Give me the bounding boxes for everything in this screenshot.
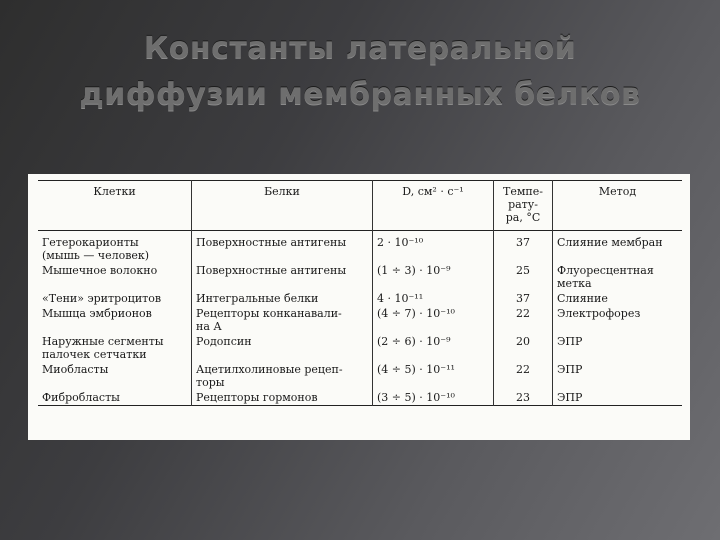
- cell-cells: Фибробласты: [42, 391, 120, 404]
- cell-temperature: 25: [494, 263, 553, 291]
- header-temperature: Темпе- рату- ра, °C: [494, 181, 553, 231]
- cell-temperature: 20: [494, 334, 553, 362]
- table-row: [38, 362, 682, 390]
- cell-d: (3 ÷ 5) · 10⁻¹⁰: [373, 390, 494, 406]
- cell-protein: Рецепторы гормонов: [192, 390, 373, 406]
- cell-method: Слияние мембран: [553, 231, 683, 264]
- header-method: Метод: [553, 181, 683, 231]
- slide-title-line-2: диффузии мембранных белков: [79, 77, 641, 112]
- cell-temperature: 37: [494, 291, 553, 306]
- cell-method: Слияние: [553, 291, 683, 306]
- cell-cells: Наружные сегменты палочек сетчатки: [42, 335, 164, 361]
- cell-d: 4 · 10⁻¹¹: [373, 291, 494, 306]
- table-row: [38, 263, 682, 291]
- cell-d: 2 · 10⁻¹⁰: [373, 231, 494, 264]
- table-row: [38, 306, 682, 334]
- cell-d: (1 ÷ 3) · 10⁻⁹: [373, 263, 494, 291]
- table-image: [28, 174, 690, 440]
- header-proteins: Белки: [192, 181, 373, 231]
- table-row: [38, 390, 682, 406]
- header-diffusion-coefficient: D, см² · с⁻¹: [373, 181, 494, 231]
- cell-cells: Гетерокарионты (мышь — человек): [42, 236, 150, 262]
- cell-temperature: 22: [494, 306, 553, 334]
- diffusion-constants-table: [38, 180, 682, 406]
- cell-method: Флуоресцентная метка: [553, 263, 683, 291]
- cell-cells: «Тени» эритроцитов: [42, 292, 162, 305]
- table-row: [38, 231, 682, 264]
- cell-method: ЭПР: [553, 334, 683, 362]
- cell-temperature: 23: [494, 390, 553, 406]
- cell-d: (4 ÷ 7) · 10⁻¹⁰: [373, 306, 494, 334]
- slide-title: [0, 26, 720, 118]
- cell-cells: Миобласты: [42, 363, 109, 376]
- cell-protein: Ацетилхолиновые рецеп- торы: [192, 362, 373, 390]
- cell-protein: Родопсин: [192, 334, 373, 362]
- cell-method: ЭПР: [553, 362, 683, 390]
- cell-protein: Рецепторы конканавали- на А: [192, 306, 373, 334]
- cell-d: (2 ÷ 6) · 10⁻⁹: [373, 334, 494, 362]
- table-header-row: [38, 181, 682, 231]
- cell-cells: Мышечное волокно: [42, 264, 158, 277]
- header-cells: Клетки: [93, 185, 136, 198]
- cell-protein: Интегральные белки: [192, 291, 373, 306]
- cell-protein: Поверхностные антигены: [192, 263, 373, 291]
- cell-d: (4 ÷ 5) · 10⁻¹¹: [373, 362, 494, 390]
- cell-temperature: 37: [494, 231, 553, 264]
- cell-temperature: 22: [494, 362, 553, 390]
- cell-protein: Поверхностные антигены: [192, 231, 373, 264]
- cell-cells: Мышца эмбрионов: [42, 307, 152, 320]
- slide-title-line-1: Константы латеральной: [143, 31, 577, 66]
- table-row: [38, 334, 682, 362]
- cell-method: ЭПР: [553, 390, 683, 406]
- table-row: [38, 291, 682, 306]
- cell-method: Электрофорез: [553, 306, 683, 334]
